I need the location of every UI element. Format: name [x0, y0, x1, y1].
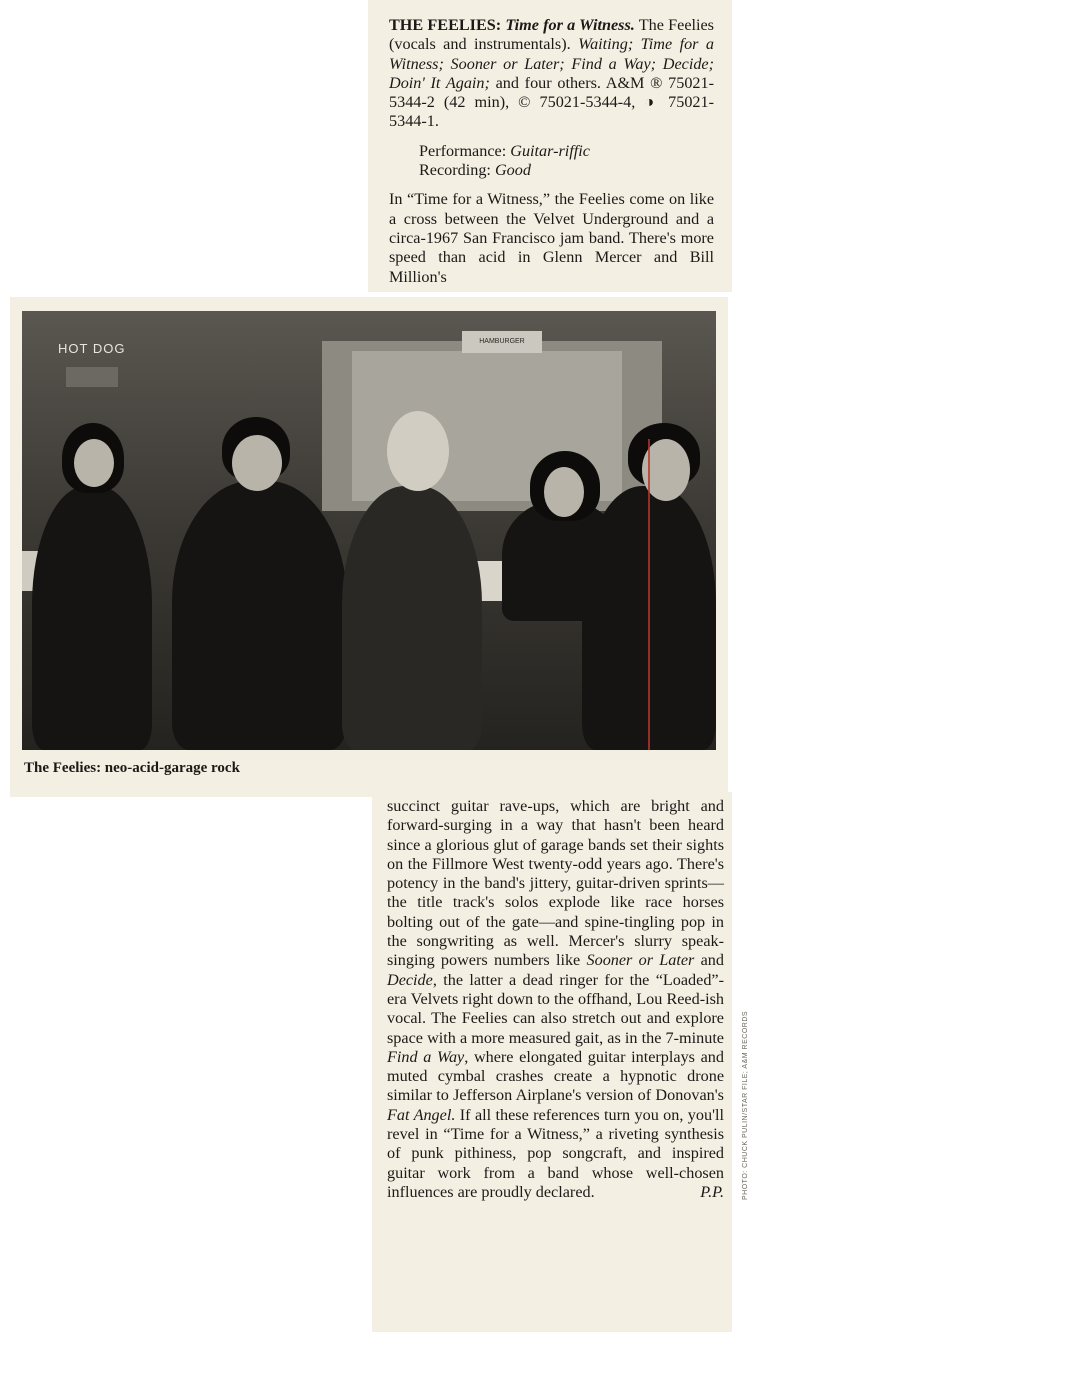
performance-rating: Performance: Guitar-riffic	[419, 141, 590, 160]
band-photo	[22, 311, 716, 750]
track-list: Waiting; Time for a Witness; Sooner or Later; Find a Way; Decide; Doin' It Again;	[389, 35, 714, 92]
song-sooner-or-later: Sooner or Later	[586, 951, 695, 970]
hamburger-sign: HAMBURGER	[462, 331, 542, 353]
hot-dog-sign: HOT DOG	[58, 341, 126, 356]
review-paragraph-1: In “Time for a Witness,” the Feelies come on like a cross between the Velvet Underground and a circa-1967 San Francisco jam band. There's more speed than acid in Glenn Mercer and Bill Million's	[389, 190, 714, 286]
cola-sign	[66, 367, 118, 387]
artist-name: THE FEELIES:	[389, 16, 502, 34]
band-member-4-face	[544, 467, 584, 517]
band-member-3	[342, 486, 482, 750]
ratings	[419, 142, 714, 181]
review-paragraph-2: succinct guitar rave-ups, which are bright and forward-surging in a way that hasn't been heard since a glorious glut of garage bands set their sights on the Fillmore West twenty-odd years ago. There's potency in the band's jittery, guitar-driven sprints—the title track's solos explode like race horses bolting out of the gate—and spine-tingling pop in the songwriting as well. Mercer's slurry speak-singing powers numbers like	[387, 797, 724, 970]
catalog-info: and four others. A&M ® 75021-5344-2 (42 min), © 75021-5344-4, ◑ 75021-5344-1.	[389, 73, 715, 131]
print-artifact-line	[648, 439, 650, 750]
recording-rating: Recording: Good	[419, 161, 531, 180]
band-member-2	[172, 481, 347, 750]
band-member-2-face	[232, 435, 282, 491]
lineup: The Feelies (vocals and instrumentals).	[389, 16, 714, 54]
band-member-1-face	[74, 439, 114, 487]
photo-credit: PHOTO: CHUCK PULIN/STAR FILE; A&M RECORDS	[742, 1010, 749, 1200]
reviewer-signature: P.P.	[700, 1182, 724, 1201]
song-fat-angel: Fat Angel.	[387, 1105, 456, 1124]
song-find-a-way: Find a Way	[387, 1047, 465, 1066]
photo-caption: The Feelies: neo-acid-garage rock	[24, 760, 240, 776]
band-member-3-face	[387, 411, 449, 491]
album-title: Time for a Witness.	[505, 16, 635, 34]
song-decide: Decide	[387, 970, 433, 989]
band-member-1	[32, 486, 152, 750]
review-continuation: succinct guitar rave-ups, which are bright and forward-surging in a way that hasn't been heard since a glorious glut of garage bands set their sights on the Fillmore West twenty-odd years ago. There's potency in the band's jittery, guitar-driven sprints—the title track's solos explode like race horses bolting out of the gate—and spine-tingling pop in the songwriting as well. Mercer's slurry speak-singing powers numbers like Sooner or Later and Decide, the latter a dead ringer for the “Loaded”-era Velvets right down to the offhand, Lou Reed-ish vocal. The Feelies can also stretch out and explore space with a more measured gait, as in the 7-minute Find a Way, where elongated guitar interplays and muted cymbal crashes create a hypnotic drone similar to Jefferson Airplane's version of Donovan's Fat Angel. If all these references turn you on, you'll revel in “Time for a Witness,” a riveting synthesis of punk pithiness, pop songcraft, and inspired guitar work from a band whose well-chosen influences are proudly declared. P.P.	[387, 797, 724, 1201]
review-header	[389, 16, 714, 287]
